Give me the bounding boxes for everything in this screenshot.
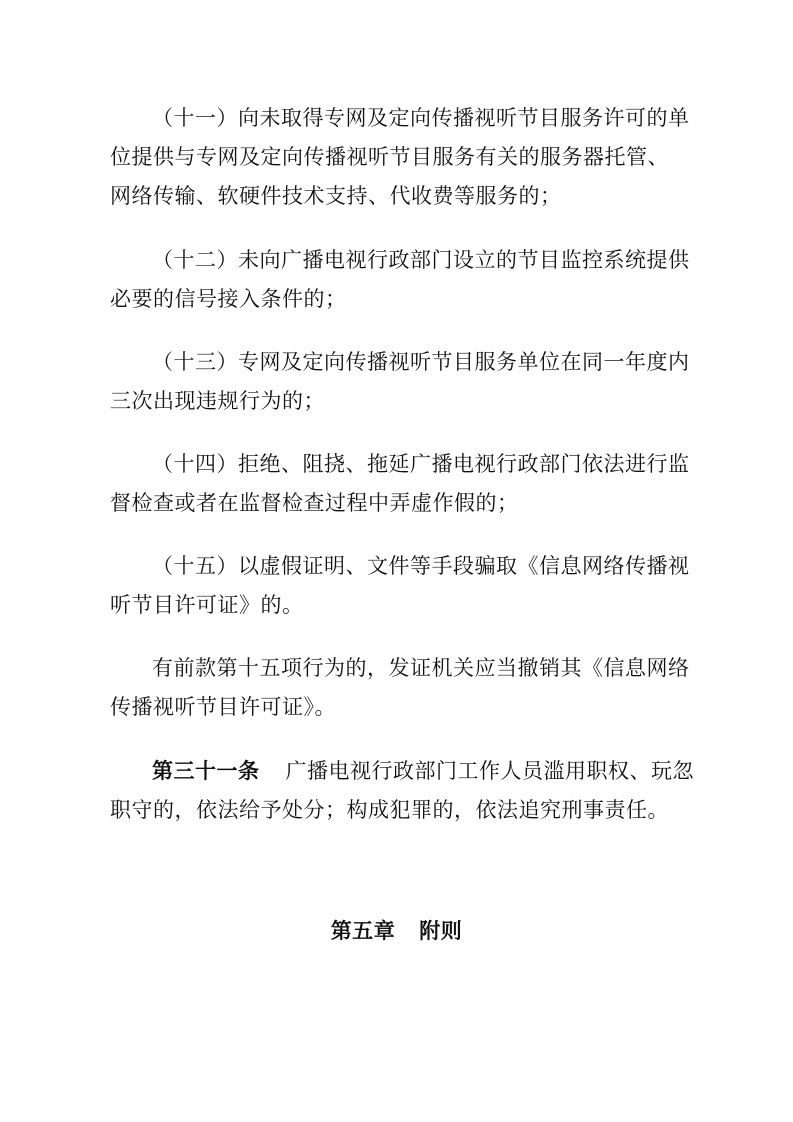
paragraph-item-12 xyxy=(110,241,690,319)
paragraph-line: 三次出现违规行为的； xyxy=(110,389,325,413)
paragraph-item-14 xyxy=(110,445,690,523)
paragraph-line: （十一）向未取得专网及定向传播视听节目服务许可的单 xyxy=(152,106,690,130)
article-label: 第三十一条 xyxy=(152,758,260,783)
paragraph-item-13 xyxy=(110,343,690,421)
chapter-title: 附则 xyxy=(419,918,463,943)
paragraph-line: 网络传输、软硬件技术支持、代收费等服务的； xyxy=(110,184,562,208)
article-text-line: 职守的，依法给予处分；构成犯罪的，依法追究刑事责任。 xyxy=(110,798,669,822)
paragraph-line: 听节目许可证》的。 xyxy=(110,593,304,617)
paragraph-line: 必要的信号接入条件的； xyxy=(110,287,347,311)
paragraph-line: （十五）以虚假证明、文件等手段骗取《信息网络传播视 xyxy=(152,554,690,578)
paragraph-line: 位提供与专网及定向传播视听节目服务有关的服务器托管、 xyxy=(110,145,669,169)
article-text: 广播电视行政部门工作人员滥用职权、玩忽 xyxy=(285,759,694,783)
paragraph-line: 有前款第十五项行为的，发证机关应当撤销其《信息网络 xyxy=(152,656,690,680)
article-31-first-line xyxy=(110,751,694,791)
chapter-number: 第五章 xyxy=(330,918,396,943)
paragraph-item-15 xyxy=(110,547,690,625)
paragraph-line: （十四）拒绝、阻挠、拖延广播电视行政部门依法进行监 xyxy=(152,452,690,476)
article-31 xyxy=(110,751,694,830)
paragraph-revocation xyxy=(110,649,690,727)
paragraph-line: （十二）未向广播电视行政部门设立的节目监控系统提供 xyxy=(152,248,690,272)
chapter-heading xyxy=(0,915,793,945)
paragraph-line: 督检查或者在监督检查过程中弄虚作假的； xyxy=(110,491,519,515)
paragraph-item-11 xyxy=(110,99,690,216)
paragraph-line: 传播视听节目许可证》。 xyxy=(110,695,336,719)
paragraph-line: （十三）专网及定向传播视听节目服务单位在同一年度内 xyxy=(152,350,690,374)
